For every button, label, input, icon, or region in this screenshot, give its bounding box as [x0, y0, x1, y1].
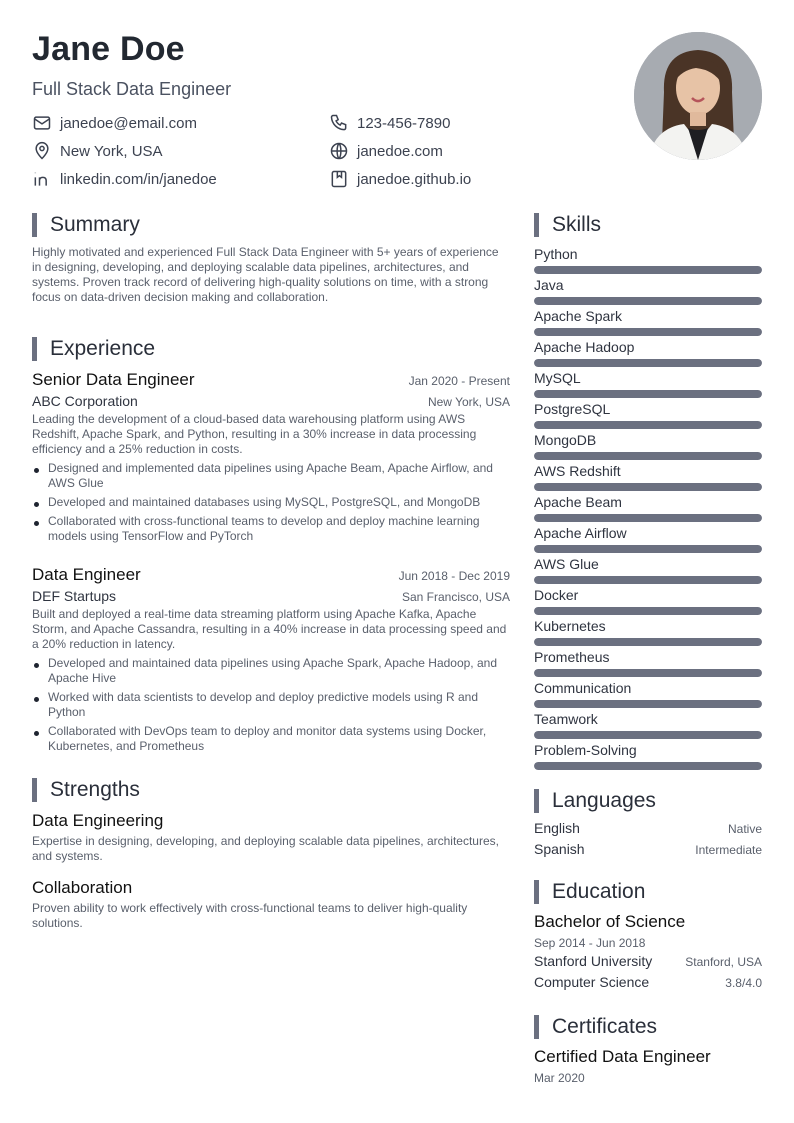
- education-field-row: [534, 974, 762, 995]
- skills-title: Skills: [552, 213, 602, 236]
- education-location: Stanford, USA: [685, 955, 762, 969]
- certificate-date: Mar 2020: [534, 1071, 585, 1085]
- skill-level-fill: [534, 607, 762, 615]
- experience-header: [32, 337, 155, 361]
- skill-item: [534, 742, 762, 773]
- skill-name: AWS Glue: [534, 556, 599, 572]
- skill-level-fill: [534, 390, 762, 398]
- skill-level-fill: [534, 421, 762, 429]
- summary-title: Summary: [50, 213, 140, 236]
- job-location: New York, USA: [427, 395, 510, 409]
- language-name: English: [534, 820, 580, 836]
- skill-level-fill: [534, 762, 762, 770]
- strength-title: Collaboration: [32, 878, 133, 897]
- strength-title: Data Engineering: [32, 811, 164, 830]
- skill-level-bar: [534, 731, 762, 739]
- skill-item: [534, 587, 762, 618]
- skill-level-bar: [534, 359, 762, 367]
- skill-level-bar: [534, 545, 762, 553]
- skill-level-fill: [534, 576, 762, 584]
- skill-name: Apache Airflow: [534, 525, 627, 541]
- languages-header: [534, 789, 656, 813]
- linkedin-text: linkedin.com/in/janedoe: [60, 170, 217, 188]
- skill-name: MySQL: [534, 370, 581, 386]
- strength-item: [32, 811, 510, 864]
- skill-name: Kubernetes: [534, 618, 606, 634]
- skill-level-bar: [534, 297, 762, 305]
- job-location: San Francisco, USA: [401, 590, 510, 604]
- skill-level-fill: [534, 483, 762, 491]
- job-bullets: [32, 656, 510, 754]
- skill-name: Docker: [534, 587, 579, 603]
- job-title: Data Engineer: [32, 565, 141, 584]
- education-degree: Bachelor of Science: [534, 912, 686, 931]
- skill-level-bar: [534, 762, 762, 770]
- candidate-name: Jane Doe: [32, 30, 185, 68]
- skill-name: Java: [534, 277, 564, 293]
- strength-description: Expertise in designing, developing, and deploying scalable data pipelines, architectures, and systems.: [32, 834, 499, 863]
- candidate-role: Full Stack Data Engineer: [32, 79, 232, 99]
- education-header: [534, 880, 645, 904]
- skill-level-fill: [534, 328, 762, 336]
- skill-level-bar: [534, 421, 762, 429]
- skill-level-fill: [534, 514, 762, 522]
- contact-location: [32, 140, 163, 162]
- skill-name: AWS Redshift: [534, 463, 621, 479]
- skill-level-bar: [534, 266, 762, 274]
- job-date: Jan 2020 - Present: [408, 374, 510, 388]
- job-entry: [32, 565, 510, 758]
- skill-level-fill: [534, 669, 762, 677]
- skill-level-bar: [534, 576, 762, 584]
- education-title: Education: [552, 880, 646, 903]
- skill-level-bar: [534, 669, 762, 677]
- skill-item: [534, 618, 762, 649]
- skill-item: [534, 246, 762, 277]
- github-text: janedoe.github.io: [357, 170, 472, 188]
- skill-name: Problem-Solving: [534, 742, 637, 758]
- location-text: New York, USA: [60, 142, 163, 160]
- skill-level-fill: [534, 359, 762, 367]
- job-description: Built and deployed a real-time data streaming platform using Apache Kafka, Apache Storm, and Apache Cassandra, resulting in a 40% increase in data processing speed and a 20% reduction in latency.: [32, 607, 507, 651]
- skill-level-fill: [534, 638, 762, 646]
- skill-level-fill: [534, 700, 762, 708]
- job-description: Leading the development of a cloud-based data warehousing platform using AWS Redshift, Apache Spark, and Python, resulting in a 30% increase in data processing efficiency and a 25% reduction in costs.: [32, 412, 477, 456]
- skill-level-fill: [534, 297, 762, 305]
- skill-level-bar: [534, 328, 762, 336]
- email-text: janedoe@email.com: [60, 114, 197, 132]
- languages-title: Languages: [552, 789, 656, 812]
- job-title: Senior Data Engineer: [32, 370, 195, 389]
- skill-level-bar: [534, 390, 762, 398]
- language-level: Intermediate: [695, 843, 762, 857]
- skill-item: [534, 339, 762, 370]
- strengths-title: Strengths: [50, 778, 140, 801]
- linkedin-icon: [32, 169, 52, 189]
- contact-phone[interactable]: [329, 112, 450, 134]
- experience-title: Experience: [50, 337, 156, 360]
- contact-github[interactable]: [329, 168, 471, 190]
- job-date: Jun 2018 - Dec 2019: [398, 569, 510, 583]
- skill-name: Apache Beam: [534, 494, 622, 510]
- skill-item: [534, 649, 762, 680]
- education-school-row: [534, 953, 762, 974]
- certificate-entry: [534, 1047, 762, 1085]
- education-entry: [534, 912, 762, 995]
- website-text: janedoe.com: [357, 142, 443, 160]
- job-entry: [32, 370, 510, 548]
- skill-item: [534, 308, 762, 339]
- job-bullet: Developed and maintained data pipelines using Apache Spark, Apache Hadoop, and Apache Hive: [32, 656, 510, 686]
- strength-description: Proven ability to work effectively with cross-functional teams to deliver high-quality solutions.: [32, 901, 468, 930]
- skills-list: [534, 246, 762, 773]
- skill-item: [534, 401, 762, 432]
- education-gpa: 3.8/4.0: [725, 976, 762, 990]
- job-bullet: Collaborated with cross-functional teams to develop and deploy machine learning models using TensorFlow and PyTorch: [32, 514, 510, 544]
- language-level: Native: [727, 822, 762, 836]
- job-bullet: Developed and maintained databases using MySQL, PostgreSQL, and MongoDB: [32, 495, 510, 510]
- bookmark-icon: [329, 169, 349, 189]
- certificates-title: Certificates: [552, 1015, 658, 1038]
- phone-icon: [329, 113, 349, 133]
- contact-website[interactable]: [329, 140, 443, 162]
- skill-item: [534, 432, 762, 463]
- skill-name: Communication: [534, 680, 632, 696]
- skill-level-fill: [534, 266, 762, 274]
- skill-level-bar: [534, 638, 762, 646]
- skill-name: Python: [534, 246, 578, 262]
- job-bullet: Worked with data scientists to develop and deploy predictive models using R and Python: [32, 690, 510, 720]
- education-field: Computer Science: [534, 974, 650, 990]
- skill-name: PostgreSQL: [534, 401, 611, 417]
- skills-header: [534, 213, 601, 237]
- summary-text: Highly motivated and experienced Full Stack Data Engineer with 5+ years of experience in designing, developing, and deploying scalable data pipelines, architectures, and systems. Proven track record of delivering high-quality solutions on time, with a strong focus on data-driven decision making and collaboration.: [32, 245, 499, 304]
- education-date: Sep 2014 - Jun 2018: [534, 936, 646, 950]
- certificate-name: Certified Data Engineer: [534, 1047, 711, 1066]
- strength-item: [32, 878, 510, 931]
- skill-item: [534, 494, 762, 525]
- languages-list: [534, 820, 762, 862]
- skill-level-bar: [534, 514, 762, 522]
- certificates-header: [534, 1015, 657, 1039]
- education-school: Stanford University: [534, 953, 653, 969]
- skill-item: [534, 711, 762, 742]
- skill-item: [534, 525, 762, 556]
- job-bullets: [32, 461, 510, 544]
- skill-name: MongoDB: [534, 432, 597, 448]
- skill-level-fill: [534, 452, 762, 460]
- job-bullet: Designed and implemented data pipelines using Apache Beam, Apache Airflow, and AWS Glue: [32, 461, 510, 491]
- skill-item: [534, 680, 762, 711]
- skill-level-bar: [534, 700, 762, 708]
- language-item: [534, 820, 762, 841]
- skill-level-fill: [534, 545, 762, 553]
- phone-text: 123-456-7890: [357, 114, 451, 132]
- profile-photo: [634, 32, 762, 160]
- skill-level-bar: [534, 452, 762, 460]
- globe-icon: [329, 141, 349, 161]
- contact-email[interactable]: [32, 112, 197, 134]
- skill-item: [534, 370, 762, 401]
- skill-name: Apache Hadoop: [534, 339, 635, 355]
- skill-level-bar: [534, 483, 762, 491]
- contact-linkedin[interactable]: [32, 168, 217, 190]
- skill-item: [534, 277, 762, 308]
- skill-name: Apache Spark: [534, 308, 622, 324]
- skill-level-fill: [534, 731, 762, 739]
- skill-name: Prometheus: [534, 649, 610, 665]
- skill-item: [534, 556, 762, 587]
- mail-icon: [32, 113, 52, 133]
- strengths-header: [32, 778, 140, 802]
- job-bullet: Collaborated with DevOps team to deploy and monitor data systems using Docker, Kubernetes, and Prometheus: [32, 724, 510, 754]
- job-company: ABC Corporation: [32, 393, 138, 409]
- language-item: [534, 841, 762, 862]
- summary-header: [32, 213, 140, 237]
- skill-name: Teamwork: [534, 711, 598, 727]
- skill-item: [534, 463, 762, 494]
- job-company: DEF Startups: [32, 588, 117, 604]
- skill-level-bar: [534, 607, 762, 615]
- language-name: Spanish: [534, 841, 585, 857]
- location-pin-icon: [32, 141, 52, 161]
